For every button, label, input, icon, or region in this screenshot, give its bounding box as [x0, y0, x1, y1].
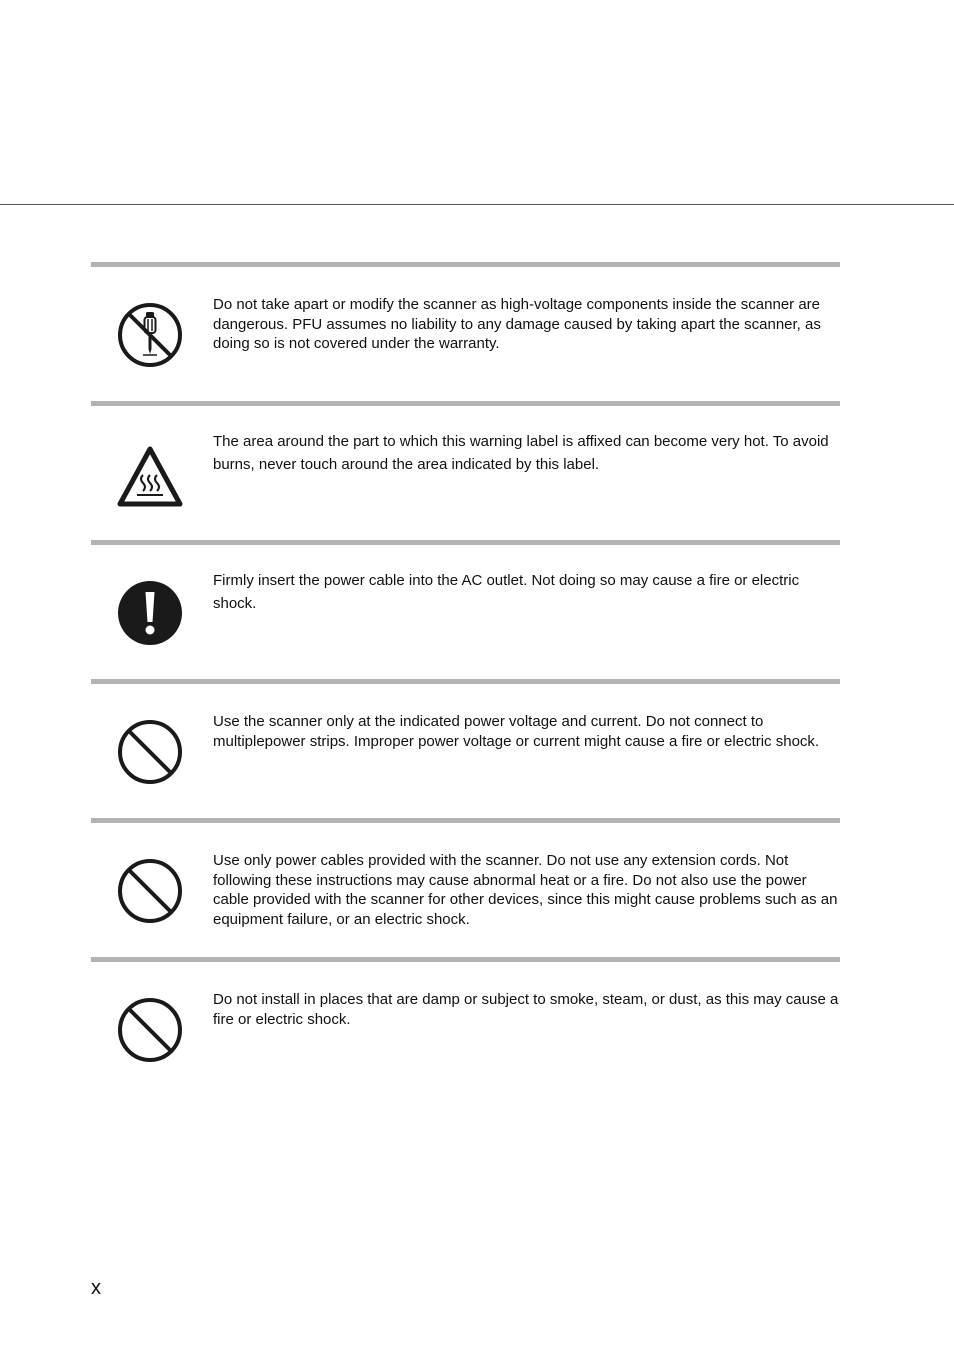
prohibition-icon — [117, 719, 183, 785]
warning-item — [91, 679, 841, 818]
hot-surface-icon — [117, 441, 183, 507]
section-divider — [91, 262, 840, 267]
header-rule — [0, 204, 954, 205]
warning-text: Do not install in places that are damp or subject to smoke, steam, or dust, as this may cause a fire or electric shock. — [213, 991, 839, 1028]
warning-text: Use the scanner only at the indicated power voltage and current. Do not connect to multiplepower strips. Improper power voltage or current might cause a fire or electric shock. — [213, 713, 820, 750]
warning-item — [91, 818, 841, 957]
warning-item — [91, 262, 841, 401]
prohibition-icon — [117, 997, 183, 1063]
section-divider — [91, 818, 840, 823]
warning-item — [91, 540, 841, 679]
warning-list — [91, 262, 841, 1096]
warning-item — [91, 957, 841, 1096]
no-disassembly-icon — [117, 302, 183, 368]
warning-item — [91, 401, 841, 540]
warning-text: Firmly insert the power cable into the AC outlet. Not doing so may cause a fire or electric shock. — [213, 572, 800, 612]
warning-text: The area around the part to which this warning label is affixed can become very hot. To avoid burns, never touch around the area indicated by this label. — [213, 433, 829, 473]
mandatory-action-icon — [117, 580, 183, 646]
prohibition-icon — [117, 858, 183, 924]
page-number: x — [91, 1277, 101, 1299]
section-divider — [91, 957, 840, 962]
warning-text: Do not take apart or modify the scanner as high-voltage components inside the scanner are dangerous. PFU assumes no liability to any damage caused by taking apart the scanner, as doing so is not covered under the warranty. — [213, 296, 821, 352]
warning-text: Use only power cables provided with the scanner. Do not use any extension cords. Not following these instructions may cause abnormal heat or a fire. Do not also use the power cable provided with the scanner for other devices, since this might cause problems such as an equipment failure, or an electric shock. — [213, 852, 838, 928]
section-divider — [91, 679, 840, 684]
section-divider — [91, 401, 840, 406]
section-divider — [91, 540, 840, 545]
